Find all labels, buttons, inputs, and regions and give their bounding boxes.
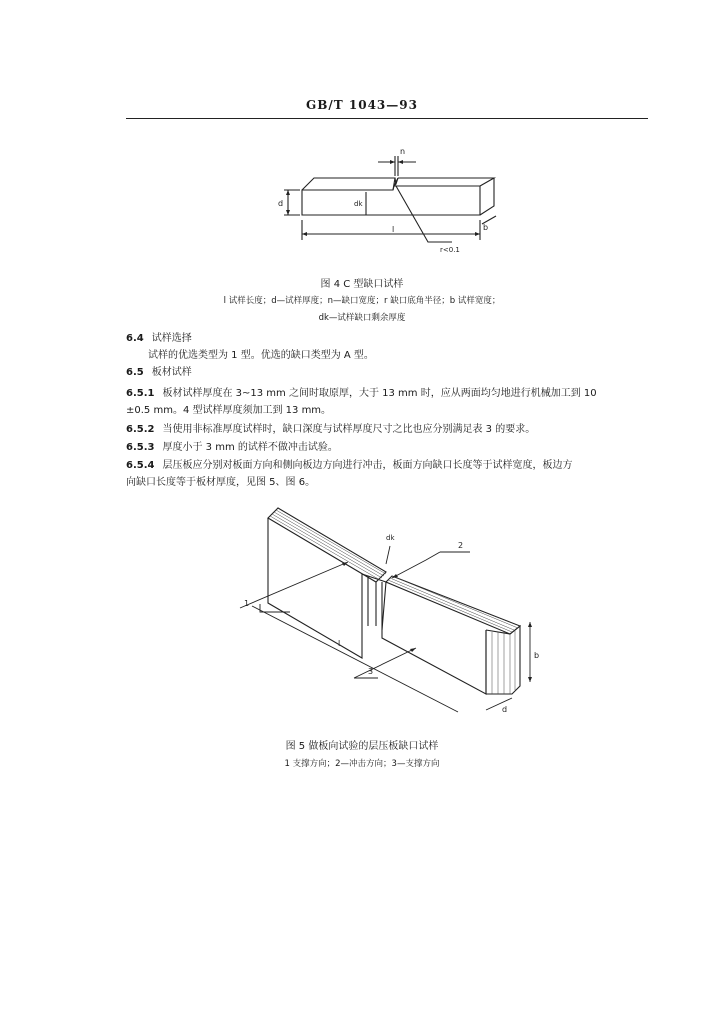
figure-5-drawing [230,498,550,728]
section-6-5-number: 6.5 [126,367,144,378]
section-6-5-2-text: 当使用非标准厚度试样时，缺口深度与试样厚度尺寸之比也应分别满足表 3 的要求。 [162,424,536,435]
section-6-5-1-text: 板材试样厚度在 3~13 mm 之间时取原厚，大于 13 mm 时，应从两面均匀地进行机械加工到 10 [162,388,597,399]
section-6-4-title: 试样选择 [151,333,192,344]
fig5-label-dk: dk [386,534,395,542]
section-6-5-2 [126,422,656,437]
section-6-4-heading [126,331,656,346]
section-6-5-4-number: 6.5.4 [126,460,155,471]
section-6-5-1-number: 6.5.1 [126,388,155,399]
section-6-5-title: 板材试样 [151,367,192,378]
fig4-label-l: l [392,225,395,234]
figure-4-caption: 图 4 C 型缺口试样 [320,279,404,290]
section-6-5-4-text: 层压板应分别对板面方向和侧向板边方向进行冲击，板面方向缺口长度等于试样宽度，板边方 [162,460,573,471]
section-6-5-3 [126,440,656,455]
fig4-label-d: d [278,199,284,208]
fig5-label-1: 1 [244,599,250,608]
section-6-5-2-number: 6.5.2 [126,424,155,435]
figure-5-legend: 1 支撑方向；2—冲击方向；3—支撑方向 [284,759,440,769]
header-rule [126,118,648,119]
section-6-5-4-line-2: 向缺口长度等于板材厚度，见图 5、图 6。 [126,477,316,488]
fig5-label-d: d [502,705,508,714]
figure-4-legend-line-1: l 试样长度；d—试样厚度；n—缺口宽度；r 缺口底角半径；b 试样宽度； [223,296,501,306]
section-6-5-1-line-2: ±0.5 mm。4 型试样厚度须加工到 13 mm。 [126,405,332,416]
section-6-5-heading [126,365,656,380]
figure-4-legend-line-2: dk—试样缺口剩余厚度 [318,313,406,323]
fig4-label-b: b [483,223,489,232]
section-6-4-paragraph: 试样的优选类型为 1 型。优选的缺口类型为 A 型。 [148,350,374,361]
fig4-label-dk: dk [354,200,363,208]
section-6-4-number: 6.4 [126,333,144,344]
figure-5-caption: 图 5 做板向试验的层压板缺口试样 [285,741,439,752]
fig5-label-3: 3 [368,667,374,676]
section-6-5-4-line-1 [126,458,656,473]
fig4-label-r: r<0.1 [440,246,460,254]
fig4-label-n: n [400,147,406,156]
fig5-label-2: 2 [458,541,464,550]
figure-4-drawing [270,140,520,265]
section-6-5-1-line-1 [126,386,656,401]
section-6-5-3-text: 厚度小于 3 mm 的试样不做冲击试验。 [162,442,338,453]
page-header: GB/T 1043—93 [306,98,418,112]
fig5-label-l: l [338,639,341,648]
section-6-5-3-number: 6.5.3 [126,442,155,453]
fig5-label-b: b [534,651,540,660]
